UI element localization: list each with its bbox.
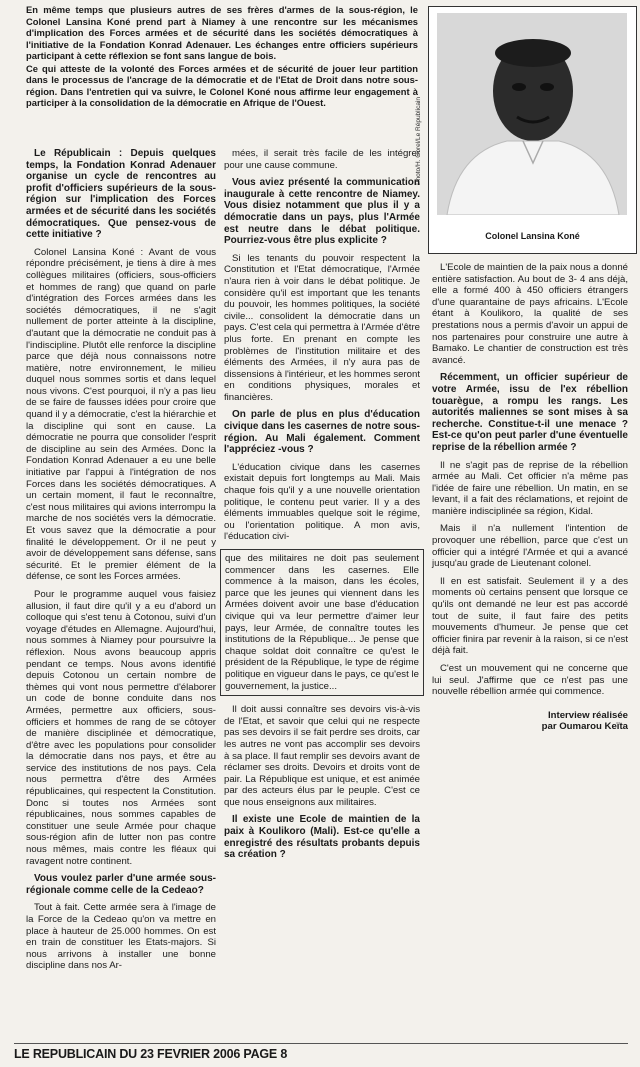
question: On parle de plus en plus d'éducation civique dans les casernes de notre sous-région. Au Mali également. Comment l'appréciez -vous ? (224, 409, 420, 456)
question: Il existe une Ecole de maintien de la paix à Koulikoro (Mali). Est-ce qu'elle a enregistré des résultats probants depuis sa création ? (224, 814, 420, 861)
answer: C'est un mouvement qui ne concerne que lui seul. J'affirme que ce n'est pas une nouvelle rébellion armée qui commence. (432, 663, 628, 698)
intro-paragraph: Ce qui atteste de la volonté des Forces armées et de sécurité de jouer leur partition dans le processus de l'ancrage de la démocratie et de l'Etat de Droit dans notre sous-région. Dans l'entretien qui va suivre, le Colonel Koné nous affirme leur engagement à participer à la consolidation de la démocratie en Afrique de l'Ouest. (26, 62, 418, 108)
portrait-photo-frame (415, 6, 637, 254)
column-2 (224, 148, 420, 867)
answer: que des militaires ne doit pas seulement commencer dans les casernes. Elle commence à la maison, dans les écoles, parce que les jeunes qui viennent dans les Armées doivent avoir une base d'éducation civique qui va leur permettre d'aimer leur pays, leur Armée, de connaître toutes les institutions de la République... Je pense que chaque soldat doit connaître ce qu'est le président de la République, le type de régime politique en vigueur dans le pays, ce qu'est le gouvernement, la justice... (225, 553, 419, 692)
question: Vous aviez présenté la communication inaugurale à cette rencontre de Niamey. Vous disiez notamment que plus il y a démocratie dans un pays, plus l'Armée est neutre dans le débat politique. Pourriez-vous être plus explicite ? (224, 177, 420, 247)
answer: L'Ecole de maintien de la paix nous a donné entière satisfaction. Au bout de 3- 4 ans déjà, elle a formé 400 à 450 officiers étrangers d'une quarantaine de pays africains. L'Ecole étant à Koulikoro, la qualité de ses prestations nous a permis d'avoir un appui de nos partenaires pour construire une autre à Bamako. Le chantier de construction est très avancé. (432, 262, 628, 366)
page-footer: LE REPUBLICAIN DU 23 FEVRIER 2006 PAGE 8 (14, 1043, 628, 1064)
answer: Il ne s'agit pas de reprise de la rébellion armée au Mali. Cet officier n'a même pas l'idée de faire une rébellion. Un matin, en se levant, il a fait des réclamations, et rejoint de manière indisciplinée sa région, Kidal. (432, 459, 628, 517)
intro-paragraph: En même temps que plusieurs autres de ses frères d'armes de la sous-région, le Colonel Lansina Koné prend part à Niamey à une rencontre sur les mécanismes d'implication des Forces armées et de sécurité dans les sociétés démocratiques à l'initiative de la Fondation Konrad Adenauer. Les échanges entre officiers supérieurs participant à cette réflexion se font sans langue de bois. (26, 4, 418, 61)
portrait-figure-icon (437, 13, 627, 215)
answer: Il doit aussi connaître ses devoirs vis-à-vis de l'Etat, et savoir que celui qui ne respecte pas ses devoirs il se fait perdre ses droits, car les autres ne vont pas accomplir ses devoirs à sa place. Il faut remplir ses devoirs avant de réclamer ses droits. Devoirs et droits vont de pair. La République est unique, et est animée par des acteurs élus par le peuple. C'est ce que nous enseignons aux militaires. (224, 704, 420, 808)
answer: Il en est satisfait. Seulement il y a des moments où certains pensent que lorsque ce qu'ils ont demandé ne leur est pas accordé tout de suite, il faut faire des petits mouvements d'humeur. Je pense que cet officier finira par revenir à la raison, si ce n'est déjà fait. (432, 575, 628, 657)
photo-credit: Photo/H. Gorel/Le Républicain (415, 97, 422, 185)
answer: Mais il n'a nullement l'intention de provoquer une rébellion, parce que c'est un officier qui a intégré l'Armée et qui a avancé jusqu'au grade de Lieutenant colonel. (432, 523, 628, 570)
column-1 (26, 148, 216, 978)
question: Le Républicain : Depuis quelques temps, la Fondation Konrad Adenauer organise un cycle de rencontres au profit d'officiers supérieurs de la sous-région sur l'implication des Forces armées et de sécurité dans les sociétés démocratiques. Que pensez-vous de cette initiative ? (26, 148, 216, 241)
photo-caption: Colonel Lansina Koné (485, 231, 580, 241)
answer: Colonel Lansina Koné : Avant de vous répondre précisément, je tiens à dire à mes collègues militaires (officiers, sous-officiers et hommes de rang) que quand on parle d'intégration des Forces armées dans les sociétés démocratiques, il ne s'agit nullement de porter atteinte à la discipline, d'autant que la démocratie ne conduit pas à l'indiscipline. Plutôt elle renforce la discipline parce que déjà nous connaissons notre matière, notre environnement, le milieu duquel nous sommes sortis et dans lequel nous vivons. C'est pourquoi, il n'y a pas lieu de se faire de fausses idées pour croire que quand il y a démocratie, c'est la hiérarchie et la discipline qui sont en cause. La démocratie ne pourra que consolider l'esprit de discipline au sein des Armées. Donc la Fondation Konrad Adenauer a eu une belle initiative par l'appui à l'intégration de nos Forces dans les sociétés démocratiques. A un certain moment, il faut le reconnaître, c'est nous militaires qui avions interrompu la marche de nos sociétés vers la démocratie. Et vous savez que la démocratie a pour finalité le développement. Or il ne peut y avoir de développement sans défense, sans sécurité. Et le premier élément de la défense, ce sont les Forces armées. (26, 246, 216, 583)
answer: mées, il serait très facile de les intégrer pour une cause commune. (224, 148, 420, 171)
question: Récemment, un officier supérieur de votre Armée, issu de l'ex rébellion touarègue, a rompu les rangs. Les autorités maliennes se sont mises à sa recherche. Constitue-t-il une menace ? Est-ce qu'on peut parler d'une éventuelle reprise de la rébellion armée ? (432, 372, 628, 453)
column-3 (432, 262, 628, 739)
signature-line: Interview réalisée (548, 709, 628, 721)
portrait-photo (437, 13, 627, 215)
signature (432, 710, 628, 733)
answer: L'éducation civique dans les casernes existait depuis fort longtemps au Mali. Mais chaque fois qu'il y a une nouvelle orientation politique, le contenu peut varier. Il y a des éléments immuables quelque soit le régime, ou l'orientation politique. A mon avis, l'éducation civi- (224, 461, 420, 543)
boxed-excerpt (220, 549, 424, 696)
article-intro (26, 4, 418, 110)
answer: Tout à fait. Cette armée sera à l'image de la Force de la Cedeao qu'on va mettre en place à hauteur de 25.000 hommes. On est en train de constituer les Etats-majors. Si nous arrivons à installer une bonne discipline dans nos Ar- (26, 902, 216, 972)
answer: Pour le programme auquel vous faisiez allusion, il faut dire qu'il y a eu d'abord un colloque qui s'est tenu à Cotonou, suivi d'un voyage d'études en Allemagne. Aujourd'hui, nous sommes à Niamey pour poursuivre la réflexion. Nous avons beaucoup appris pendant ce temps. Nous avons identifié depuis Cotonou un certain nombre de thèmes qui vont nous permettre d'élaborer un code de bonne conduite dans nos Armées, permettre aux officiers, sous-officiers et hommes de rang de se côtoyer de manière disciplinée et démocratique, d'être avec les populations pour consolider la démocratie dans nos pays, et être au service des institutions de nos pays. Cela nous permettra d'être des Armées républicaines, qui respectent la Constitution. Donc si toutes nos Armées sont républicaines, nous sommes capables de constituer une seule Armée pour chaque sous-région afin de lutter non pas contre nous mêmes, mais contre les fléaux qui ravagent notre continent. (26, 588, 216, 867)
signature-line: par Oumarou Keïta (541, 721, 628, 733)
answer: Si les tenants du pouvoir respectent la Constitution et l'Etat démocratique, l'Armée n'aura rien à voir dans le débat politique. Je considère qu'il est important que les tenants du pouvoir, les hommes politiques, la société civile... consolident la démocratie dans un pays. C'est cela qui permettra à l'Armée d'être plus forte. En prenant en compte les problèmes de l'institution militaire et des éléments des Armées, il n'y aura pas de dissensions à l'intérieur, et les hommes seront en conditions physiques, morales et financières. (224, 252, 420, 403)
question: Vous voulez parler d'une armée sous-régionale comme celle de la Cedeao? (26, 873, 216, 896)
